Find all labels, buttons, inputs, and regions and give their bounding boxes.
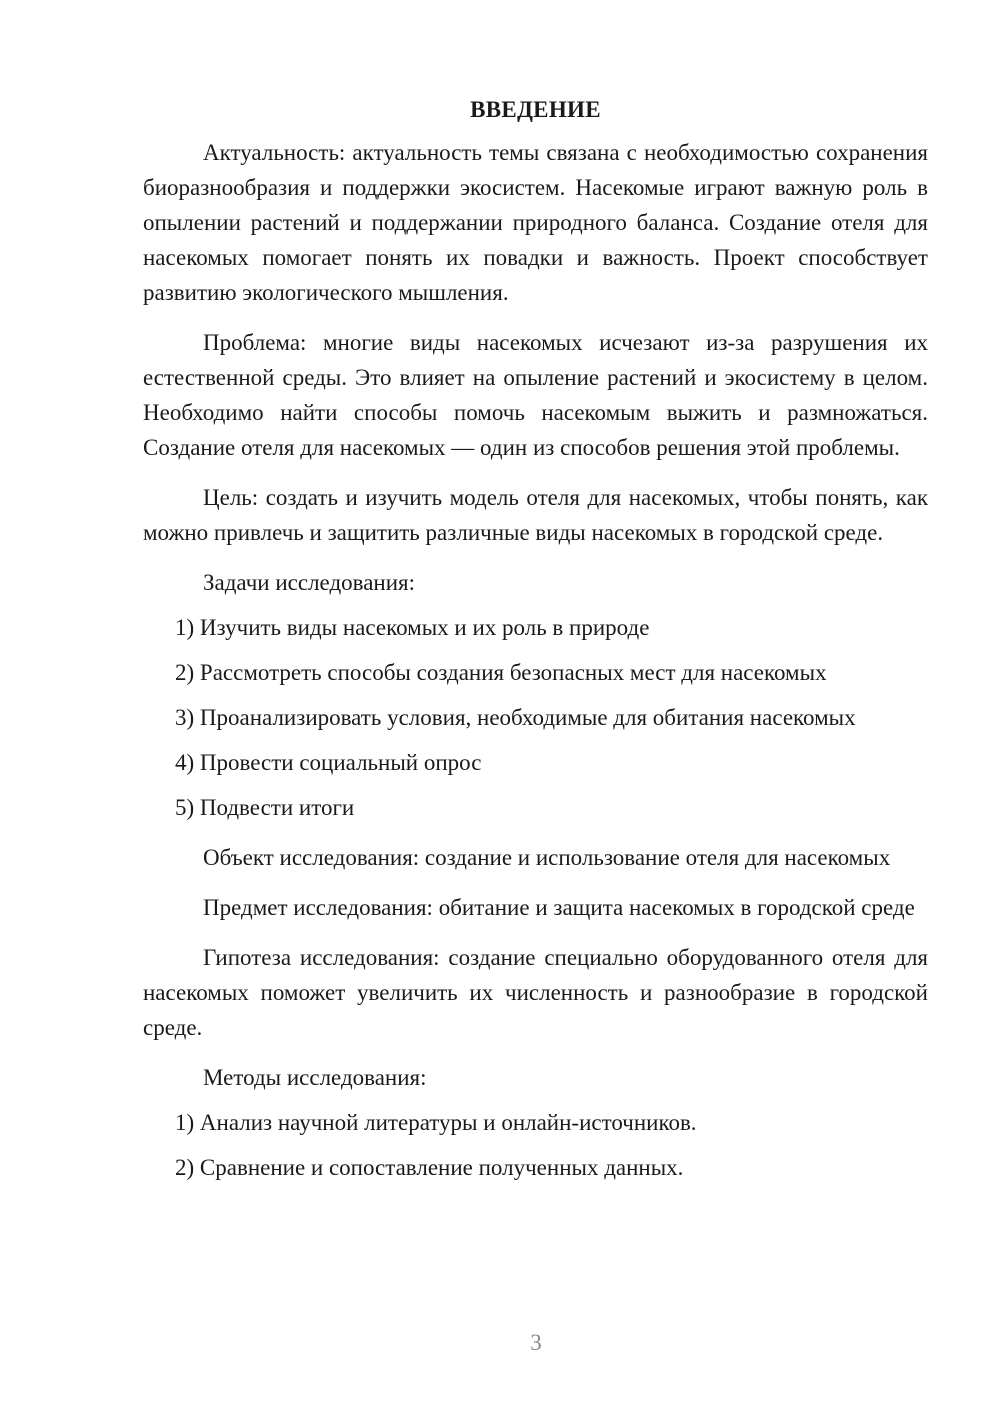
list-item: 1) Анализ научной литературы и онлайн-источников. [175,1110,697,1135]
list-item: 2) Сравнение и сопоставление полученных данных. [175,1155,684,1180]
methods-label: Методы исследования: [203,1065,427,1090]
relevance-paragraph: Актуальность: актуальность темы связана с необходимостью сохранения биоразнообразия и поддержки экосистем. Насекомые играют важную роль в опылении растений и поддержании природного баланса. Создание отеля для насекомых помогает понять их повадки и важность. Проект способствует развитию экологического мышления. [143,140,928,305]
list-item: 5) Подвести итоги [175,795,355,820]
list-item: 2) Рассмотреть способы создания безопасных мест для насекомых [175,660,827,685]
object-paragraph: Объект исследования: создание и использование отеля для насекомых [203,845,891,870]
page-number: 3 [530,1330,542,1355]
list-item: 4) Провести социальный опрос [175,750,482,775]
list-item: 1) Изучить виды насекомых и их роль в природе [175,615,650,640]
document-page [143,90,928,1185]
subject-paragraph: Предмет исследования: обитание и защита насекомых в городской среде [203,895,915,920]
list-item: 3) Проанализировать условия, необходимые для обитания насекомых [175,705,856,730]
goal-paragraph: Цель: создать и изучить модель отеля для насекомых, чтобы понять, как можно привлечь и защитить различные виды насекомых в городской среде. [143,485,928,545]
methods-list [143,1105,928,1185]
hypothesis-paragraph: Гипотеза исследования: создание специально оборудованного отеля для насекомых поможет увеличить их численность и разнообразие в городской среде. [143,945,928,1040]
tasks-list [143,610,928,825]
page-title: ВВЕДЕНИЕ [470,97,601,122]
problem-paragraph: Проблема: многие виды насекомых исчезают из-за разрушения их естественной среды. Это влияет на опыление растений и экосистему в целом. Необходимо найти способы помочь насекомым выжить и размножаться. Создание отеля для насекомых — один из способов решения этой проблемы. [143,330,928,460]
tasks-label: Задачи исследования: [203,570,416,595]
